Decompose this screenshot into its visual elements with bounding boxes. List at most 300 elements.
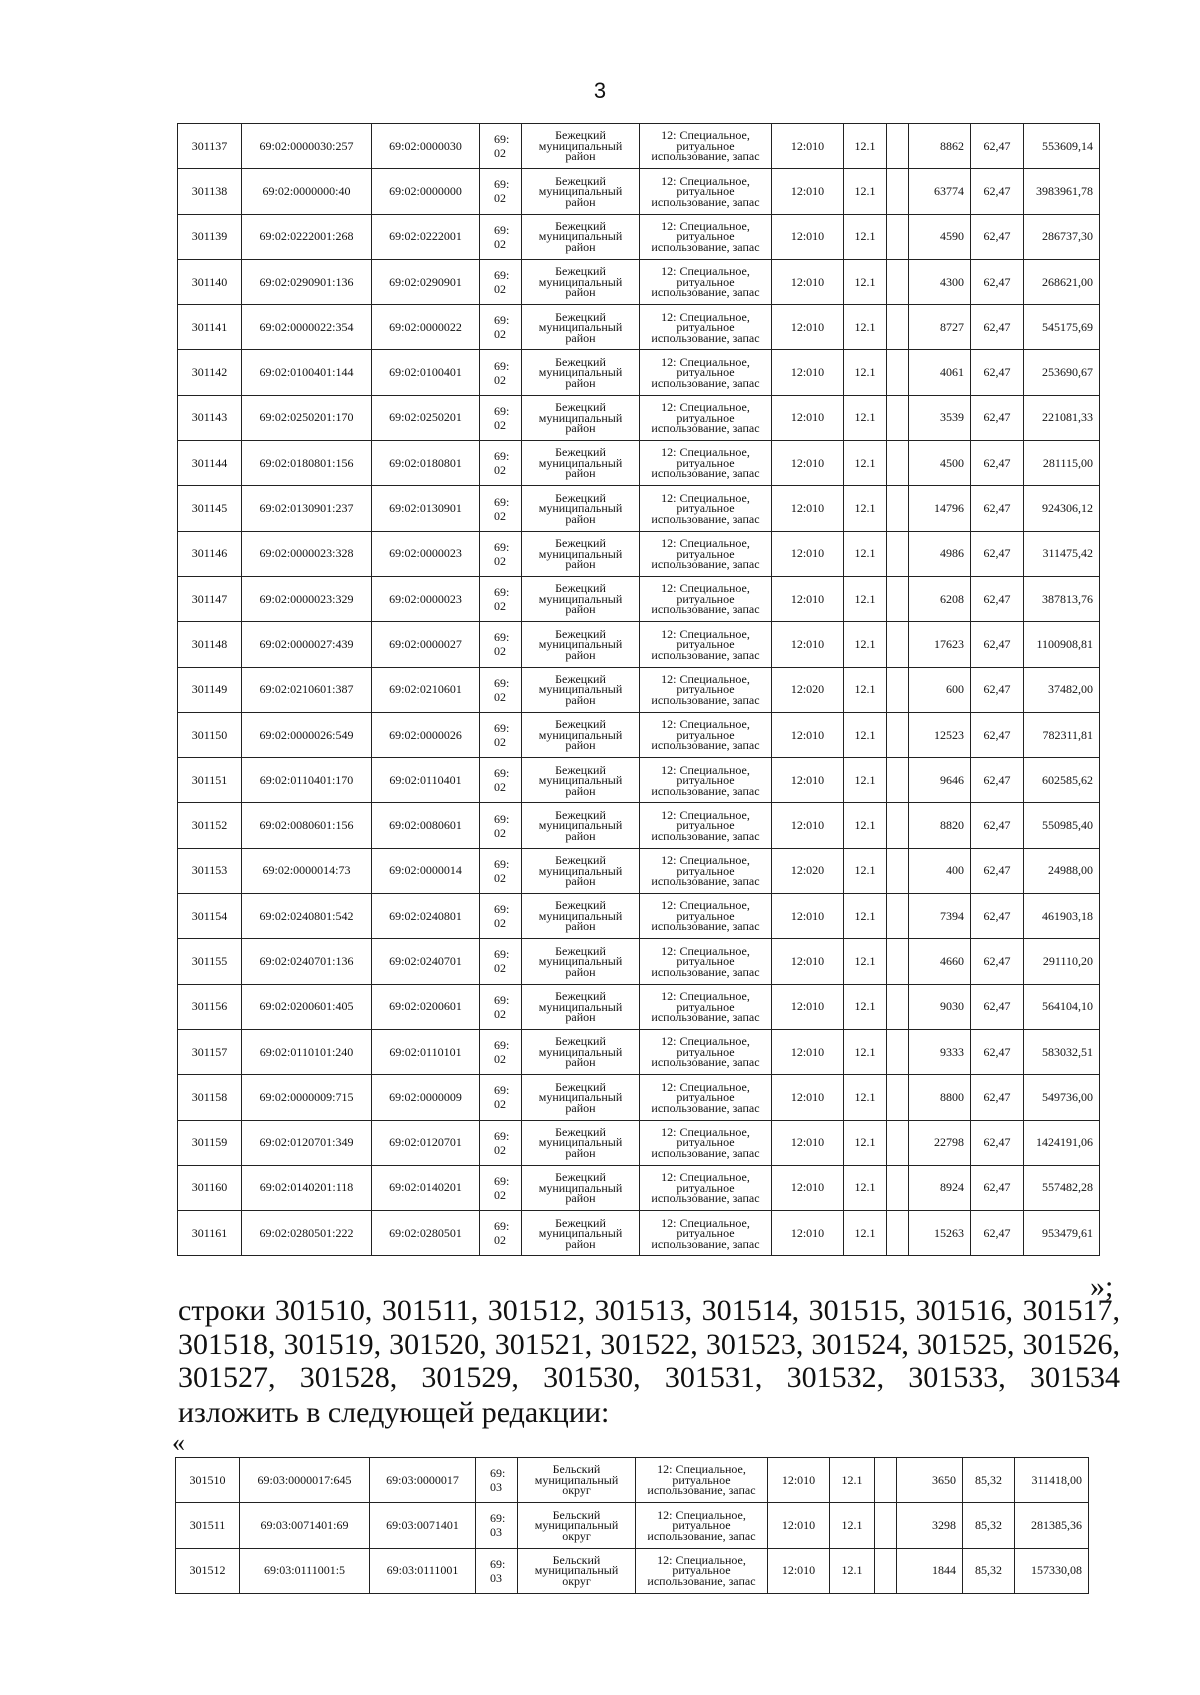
cell-cadastral-quarter: 69:02:0240801	[372, 894, 480, 939]
cell-row-number: 301152	[178, 803, 242, 848]
cell-region-code: 69: 02	[480, 667, 522, 712]
cell-group: 12.1	[844, 1165, 887, 1210]
cell-cadastral-value: 583032,51	[1024, 1029, 1100, 1074]
cell-row-number: 301142	[178, 350, 242, 395]
cell-use-code: 12:020	[772, 667, 844, 712]
cell-use-code: 12:010	[772, 441, 844, 486]
cell-cadastral-quarter: 69:02:0222001	[372, 214, 480, 259]
table-row	[178, 1211, 1100, 1256]
cell-region-code: 69: 02	[480, 758, 522, 803]
cell-group: 12.1	[830, 1458, 875, 1503]
cell-land-use: 12: Специальное, ритуальное использование, запас	[640, 939, 772, 984]
cell-use-code: 12:020	[772, 848, 844, 893]
cell-blank	[875, 1458, 897, 1503]
opening-quote: «	[172, 1428, 185, 1457]
cell-area: 14796	[909, 486, 971, 531]
cell-area: 3298	[897, 1503, 963, 1548]
page-number: 3	[593, 78, 607, 103]
cell-land-use: 12: Специальное, ритуальное использование, запас	[640, 1165, 772, 1210]
cell-area: 400	[909, 848, 971, 893]
cadastral-table-bottom	[175, 1457, 1089, 1594]
cell-cadastral-value: 557482,28	[1024, 1165, 1100, 1210]
cell-use-code: 12:010	[772, 1120, 844, 1165]
cell-region-code: 69: 02	[480, 622, 522, 667]
cell-row-number: 301143	[178, 395, 242, 440]
cell-region-code: 69: 02	[480, 486, 522, 531]
cell-row-number: 301150	[178, 712, 242, 757]
cell-use-code: 12:010	[772, 1075, 844, 1120]
cell-municipality: Бежецкий муниципальный район	[522, 576, 640, 621]
cell-cadastral-value: 550985,40	[1024, 803, 1100, 848]
cell-use-code: 12:010	[772, 531, 844, 576]
cell-group: 12.1	[844, 622, 887, 667]
closing-quote: »;	[1090, 1270, 1114, 1303]
cell-land-use: 12: Специальное, ритуальное использование, запас	[640, 984, 772, 1029]
cell-cadastral-number: 69:03:0000017:645	[240, 1458, 370, 1503]
cell-cadastral-value: 281385,36	[1015, 1503, 1089, 1548]
cell-row-number: 301144	[178, 441, 242, 486]
table-row	[176, 1503, 1089, 1548]
cell-group: 12.1	[844, 758, 887, 803]
cell-cadastral-value: 553609,14	[1024, 124, 1100, 169]
cell-rate: 85,32	[963, 1503, 1015, 1548]
cell-row-number: 301157	[178, 1029, 242, 1074]
cell-region-code: 69: 02	[480, 984, 522, 1029]
cell-land-use: 12: Специальное, ритуальное использование, запас	[640, 667, 772, 712]
cell-cadastral-quarter: 69:02:0000014	[372, 848, 480, 893]
cell-blank	[887, 622, 909, 667]
cell-group: 12.1	[844, 1075, 887, 1120]
cell-rate: 62,47	[971, 259, 1024, 304]
cell-use-code: 12:010	[772, 1165, 844, 1210]
cell-use-code: 12:010	[772, 984, 844, 1029]
cell-municipality: Бежецкий муниципальный район	[522, 1075, 640, 1120]
cell-cadastral-number: 69:02:0140201:118	[242, 1165, 372, 1210]
cell-rate: 62,47	[971, 305, 1024, 350]
cell-land-use: 12: Специальное, ритуальное использование, запас	[640, 395, 772, 440]
cell-group: 12.1	[844, 395, 887, 440]
table-row	[178, 848, 1100, 893]
cell-area: 8727	[909, 305, 971, 350]
cell-cadastral-value: 602585,62	[1024, 758, 1100, 803]
cell-area: 63774	[909, 169, 971, 214]
cell-cadastral-number: 69:02:0240801:542	[242, 894, 372, 939]
cell-cadastral-value: 281115,00	[1024, 441, 1100, 486]
cell-land-use: 12: Специальное, ритуальное использование, запас	[640, 803, 772, 848]
cell-blank	[887, 1120, 909, 1165]
cell-row-number: 301141	[178, 305, 242, 350]
table-row	[178, 939, 1100, 984]
cell-municipality: Бежецкий муниципальный район	[522, 758, 640, 803]
cell-land-use: 12: Специальное, ритуальное использование, запас	[640, 441, 772, 486]
cell-rate: 62,47	[971, 395, 1024, 440]
cell-use-code: 12:010	[772, 939, 844, 984]
cell-cadastral-number: 69:03:0071401:69	[240, 1503, 370, 1548]
cell-cadastral-quarter: 69:02:0110401	[372, 758, 480, 803]
cell-cadastral-number: 69:02:0222001:268	[242, 214, 372, 259]
cell-blank	[875, 1503, 897, 1548]
cell-row-number: 301146	[178, 531, 242, 576]
cell-area: 12523	[909, 712, 971, 757]
cell-use-code: 12:010	[768, 1458, 830, 1503]
table-row	[178, 395, 1100, 440]
cell-row-number: 301153	[178, 848, 242, 893]
cell-land-use: 12: Специальное, ритуальное использование, запас	[640, 622, 772, 667]
cell-area: 600	[909, 667, 971, 712]
cell-municipality: Бежецкий муниципальный район	[522, 894, 640, 939]
table-row	[178, 531, 1100, 576]
cell-area: 9333	[909, 1029, 971, 1074]
cell-row-number: 301511	[176, 1503, 240, 1548]
cell-cadastral-value: 3983961,78	[1024, 169, 1100, 214]
cell-cadastral-number: 69:03:0111001:5	[240, 1548, 370, 1593]
cell-blank	[887, 305, 909, 350]
cell-cadastral-number: 69:02:0210601:387	[242, 667, 372, 712]
cell-cadastral-value: 311418,00	[1015, 1458, 1089, 1503]
cell-land-use: 12: Специальное, ритуальное использование, запас	[640, 214, 772, 259]
cell-land-use: 12: Специальное, ритуальное использование, запас	[640, 576, 772, 621]
cell-area: 9030	[909, 984, 971, 1029]
cell-region-code: 69: 03	[476, 1548, 518, 1593]
cell-group: 12.1	[830, 1503, 875, 1548]
cell-cadastral-number: 69:02:0000030:257	[242, 124, 372, 169]
cell-group: 12.1	[844, 984, 887, 1029]
cell-rate: 62,47	[971, 441, 1024, 486]
cell-rate: 62,47	[971, 350, 1024, 395]
cell-use-code: 12:010	[772, 214, 844, 259]
cell-group: 12.1	[844, 124, 887, 169]
cell-cadastral-quarter: 69:02:0140201	[372, 1165, 480, 1210]
cell-cadastral-quarter: 69:03:0111001	[370, 1548, 476, 1593]
cell-region-code: 69: 02	[480, 169, 522, 214]
cell-group: 12.1	[830, 1548, 875, 1593]
cell-rate: 62,47	[971, 214, 1024, 259]
cell-use-code: 12:010	[772, 622, 844, 667]
cell-group: 12.1	[844, 350, 887, 395]
cell-blank	[887, 939, 909, 984]
cell-row-number: 301151	[178, 758, 242, 803]
cell-area: 4590	[909, 214, 971, 259]
table-row	[178, 1029, 1100, 1074]
cell-row-number: 301138	[178, 169, 242, 214]
cell-cadastral-quarter: 69:02:0000030	[372, 124, 480, 169]
cell-group: 12.1	[844, 803, 887, 848]
table-row	[178, 667, 1100, 712]
cadastral-table-top	[177, 123, 1100, 1256]
cell-land-use: 12: Специальное, ритуальное использование, запас	[636, 1458, 768, 1503]
cell-land-use: 12: Специальное, ритуальное использование, запас	[640, 758, 772, 803]
cell-cadastral-number: 69:02:0200601:405	[242, 984, 372, 1029]
cell-cadastral-quarter: 69:02:0180801	[372, 441, 480, 486]
cell-cadastral-number: 69:02:0000023:328	[242, 531, 372, 576]
cell-municipality: Бежецкий муниципальный район	[522, 214, 640, 259]
cell-cadastral-number: 69:02:0000023:329	[242, 576, 372, 621]
cell-municipality: Бельский муниципальный округ	[518, 1548, 636, 1593]
cell-rate: 62,47	[971, 939, 1024, 984]
cell-group: 12.1	[844, 259, 887, 304]
cell-cadastral-value: 291110,20	[1024, 939, 1100, 984]
cell-area: 8924	[909, 1165, 971, 1210]
cell-group: 12.1	[844, 894, 887, 939]
cell-land-use: 12: Специальное, ритуальное использование, запас	[640, 1075, 772, 1120]
table-row	[178, 1075, 1100, 1120]
cell-region-code: 69: 02	[480, 576, 522, 621]
cell-cadastral-value: 953479,61	[1024, 1211, 1100, 1256]
cell-municipality: Бежецкий муниципальный район	[522, 848, 640, 893]
cell-rate: 62,47	[971, 1165, 1024, 1210]
cell-rate: 85,32	[963, 1458, 1015, 1503]
cell-blank	[887, 531, 909, 576]
cell-cadastral-number: 69:02:0250201:170	[242, 395, 372, 440]
cell-region-code: 69: 02	[480, 259, 522, 304]
table-row	[178, 169, 1100, 214]
cell-area: 15263	[909, 1211, 971, 1256]
cell-region-code: 69: 02	[480, 124, 522, 169]
cell-area: 8820	[909, 803, 971, 848]
cell-land-use: 12: Специальное, ритуальное использование, запас	[640, 1029, 772, 1074]
cell-use-code: 12:010	[772, 395, 844, 440]
cell-blank	[887, 758, 909, 803]
cell-cadastral-number: 69:02:0000000:40	[242, 169, 372, 214]
cell-row-number: 301161	[178, 1211, 242, 1256]
cell-cadastral-number: 69:02:0240701:136	[242, 939, 372, 984]
cell-blank	[887, 712, 909, 757]
cell-row-number: 301147	[178, 576, 242, 621]
cell-rate: 62,47	[971, 984, 1024, 1029]
table-top-body	[178, 124, 1100, 1256]
cell-land-use: 12: Специальное, ритуальное использование, запас	[640, 259, 772, 304]
cell-region-code: 69: 02	[480, 1120, 522, 1165]
table-row	[178, 305, 1100, 350]
cell-municipality: Бежецкий муниципальный район	[522, 1211, 640, 1256]
cell-area: 1844	[897, 1548, 963, 1593]
cell-cadastral-number: 69:02:0000014:73	[242, 848, 372, 893]
cell-cadastral-value: 387813,76	[1024, 576, 1100, 621]
cell-land-use: 12: Специальное, ритуальное использование, запас	[640, 350, 772, 395]
cell-cadastral-number: 69:02:0000026:549	[242, 712, 372, 757]
cell-municipality: Бежецкий муниципальный район	[522, 984, 640, 1029]
cell-area: 8800	[909, 1075, 971, 1120]
cell-cadastral-quarter: 69:02:0080601	[372, 803, 480, 848]
cell-use-code: 12:010	[772, 894, 844, 939]
cell-use-code: 12:010	[772, 1029, 844, 1074]
cell-blank	[887, 984, 909, 1029]
cell-area: 22798	[909, 1120, 971, 1165]
cell-land-use: 12: Специальное, ритуальное использование, запас	[636, 1548, 768, 1593]
cell-group: 12.1	[844, 576, 887, 621]
cell-cadastral-number: 69:02:0280501:222	[242, 1211, 372, 1256]
cell-blank	[887, 803, 909, 848]
cell-municipality: Бежецкий муниципальный район	[522, 667, 640, 712]
cell-blank	[887, 214, 909, 259]
cell-rate: 62,47	[971, 848, 1024, 893]
cell-area: 3650	[897, 1458, 963, 1503]
cell-blank	[875, 1548, 897, 1593]
cell-cadastral-value: 253690,67	[1024, 350, 1100, 395]
cell-blank	[887, 350, 909, 395]
cell-area: 4300	[909, 259, 971, 304]
cell-group: 12.1	[844, 712, 887, 757]
cell-cadastral-number: 69:02:0000009:715	[242, 1075, 372, 1120]
cell-municipality: Бежецкий муниципальный район	[522, 259, 640, 304]
cell-use-code: 12:010	[772, 124, 844, 169]
cell-rate: 62,47	[971, 803, 1024, 848]
cell-land-use: 12: Специальное, ритуальное использование, запас	[640, 124, 772, 169]
cell-cadastral-number: 69:02:0080601:156	[242, 803, 372, 848]
cell-area: 8862	[909, 124, 971, 169]
cell-cadastral-value: 221081,33	[1024, 395, 1100, 440]
cell-municipality: Бежецкий муниципальный район	[522, 712, 640, 757]
cell-region-code: 69: 02	[480, 350, 522, 395]
table-row	[178, 1120, 1100, 1165]
cell-area: 4660	[909, 939, 971, 984]
cell-municipality: Бежецкий муниципальный район	[522, 1029, 640, 1074]
cell-rate: 62,47	[971, 712, 1024, 757]
cell-rate: 62,47	[971, 1075, 1024, 1120]
cell-rate: 62,47	[971, 1029, 1024, 1074]
cell-region-code: 69: 02	[480, 848, 522, 893]
cell-group: 12.1	[844, 305, 887, 350]
table-row	[178, 124, 1100, 169]
table-row	[178, 350, 1100, 395]
cell-region-code: 69: 02	[480, 395, 522, 440]
table-row	[178, 803, 1100, 848]
cell-row-number: 301155	[178, 939, 242, 984]
cell-municipality: Бельский муниципальный округ	[518, 1458, 636, 1503]
cell-cadastral-number: 69:02:0110401:170	[242, 758, 372, 803]
cell-cadastral-value: 782311,81	[1024, 712, 1100, 757]
cell-region-code: 69: 02	[480, 531, 522, 576]
cell-region-code: 69: 02	[480, 441, 522, 486]
cell-cadastral-quarter: 69:02:0200601	[372, 984, 480, 1029]
cell-municipality: Бежецкий муниципальный район	[522, 441, 640, 486]
cell-region-code: 69: 02	[480, 894, 522, 939]
cell-cadastral-value: 286737,30	[1024, 214, 1100, 259]
cell-land-use: 12: Специальное, ритуальное использование, запас	[640, 169, 772, 214]
cell-cadastral-quarter: 69:02:0250201	[372, 395, 480, 440]
cell-cadastral-number: 69:02:0120701:349	[242, 1120, 372, 1165]
cell-cadastral-quarter: 69:02:0240701	[372, 939, 480, 984]
cell-blank	[887, 259, 909, 304]
table-row	[178, 576, 1100, 621]
cell-cadastral-value: 924306,12	[1024, 486, 1100, 531]
table-row	[178, 758, 1100, 803]
cell-cadastral-number: 69:02:0180801:156	[242, 441, 372, 486]
cell-region-code: 69: 02	[480, 1075, 522, 1120]
cell-use-code: 12:010	[772, 1211, 844, 1256]
cell-cadastral-value: 268621,00	[1024, 259, 1100, 304]
cell-row-number: 301159	[178, 1120, 242, 1165]
cell-cadastral-quarter: 69:02:0000023	[372, 531, 480, 576]
cell-municipality: Бежецкий муниципальный район	[522, 350, 640, 395]
cell-region-code: 69: 03	[476, 1503, 518, 1548]
table-row	[178, 1165, 1100, 1210]
cell-row-number: 301512	[176, 1548, 240, 1593]
cell-cadastral-value: 311475,42	[1024, 531, 1100, 576]
cell-cadastral-quarter: 69:02:0000026	[372, 712, 480, 757]
cell-cadastral-number: 69:02:0000022:354	[242, 305, 372, 350]
cell-cadastral-quarter: 69:02:0120701	[372, 1120, 480, 1165]
cell-use-code: 12:010	[772, 758, 844, 803]
cell-row-number: 301160	[178, 1165, 242, 1210]
table-bottom-body	[176, 1458, 1089, 1594]
table-row	[178, 259, 1100, 304]
cell-municipality: Бежецкий муниципальный район	[522, 305, 640, 350]
cell-cadastral-quarter: 69:02:0000000	[372, 169, 480, 214]
cell-row-number: 301145	[178, 486, 242, 531]
cell-municipality: Бельский муниципальный округ	[518, 1503, 636, 1548]
cell-municipality: Бежецкий муниципальный район	[522, 622, 640, 667]
cell-group: 12.1	[844, 531, 887, 576]
amendment-text-tail: изложить в следующей редакции:	[178, 1396, 610, 1429]
cell-blank	[887, 124, 909, 169]
cell-use-code: 12:010	[772, 350, 844, 395]
cell-use-code: 12:010	[772, 803, 844, 848]
cell-group: 12.1	[844, 441, 887, 486]
table-row	[176, 1548, 1089, 1593]
amendment-text: строки 301510, 301511, 301512, 301513, 301514, 301515, 301516, 301517, 301518, 301519, 301520, 301521, 301522, 301523, 301524, 301525, 301526, 301527, 301528, 301529, 301530, 301531, 301532, 301533, 301534	[178, 1294, 1120, 1394]
cell-group: 12.1	[844, 848, 887, 893]
cell-blank	[887, 486, 909, 531]
cell-municipality: Бежецкий муниципальный район	[522, 531, 640, 576]
cell-cadastral-number: 69:02:0130901:237	[242, 486, 372, 531]
cell-cadastral-quarter: 69:02:0000009	[372, 1075, 480, 1120]
table-row	[178, 984, 1100, 1029]
cell-cadastral-quarter: 69:02:0290901	[372, 259, 480, 304]
cell-area: 17623	[909, 622, 971, 667]
cell-group: 12.1	[844, 169, 887, 214]
table-row	[176, 1458, 1089, 1503]
cell-cadastral-value: 157330,08	[1015, 1548, 1089, 1593]
cell-region-code: 69: 02	[480, 214, 522, 259]
cell-row-number: 301154	[178, 894, 242, 939]
cell-group: 12.1	[844, 214, 887, 259]
cell-area: 4986	[909, 531, 971, 576]
cell-cadastral-quarter: 69:02:0000023	[372, 576, 480, 621]
cell-rate: 85,32	[963, 1548, 1015, 1593]
cell-region-code: 69: 02	[480, 1211, 522, 1256]
cell-cadastral-value: 1100908,81	[1024, 622, 1100, 667]
cell-use-code: 12:010	[772, 576, 844, 621]
cell-area: 7394	[909, 894, 971, 939]
cell-rate: 62,47	[971, 667, 1024, 712]
cell-cadastral-quarter: 69:02:0000022	[372, 305, 480, 350]
cell-group: 12.1	[844, 486, 887, 531]
cell-row-number: 301158	[178, 1075, 242, 1120]
cell-rate: 62,47	[971, 1211, 1024, 1256]
cell-region-code: 69: 02	[480, 803, 522, 848]
cell-blank	[887, 1211, 909, 1256]
cell-cadastral-value: 37482,00	[1024, 667, 1100, 712]
cell-region-code: 69: 02	[480, 712, 522, 757]
cell-use-code: 12:010	[768, 1503, 830, 1548]
cell-municipality: Бежецкий муниципальный район	[522, 169, 640, 214]
cell-blank	[887, 1029, 909, 1074]
cell-blank	[887, 667, 909, 712]
cell-municipality: Бежецкий муниципальный район	[522, 803, 640, 848]
cell-land-use: 12: Специальное, ритуальное использование, запас	[640, 305, 772, 350]
cell-cadastral-number: 69:02:0000027:439	[242, 622, 372, 667]
cell-use-code: 12:010	[772, 169, 844, 214]
cell-rate: 62,47	[971, 894, 1024, 939]
cell-region-code: 69: 02	[480, 939, 522, 984]
cell-land-use: 12: Специальное, ритуальное использование, запас	[640, 486, 772, 531]
cell-rate: 62,47	[971, 758, 1024, 803]
cell-blank	[887, 576, 909, 621]
cell-land-use: 12: Специальное, ритуальное использование, запас	[640, 1211, 772, 1256]
table-row	[178, 214, 1100, 259]
cell-group: 12.1	[844, 667, 887, 712]
